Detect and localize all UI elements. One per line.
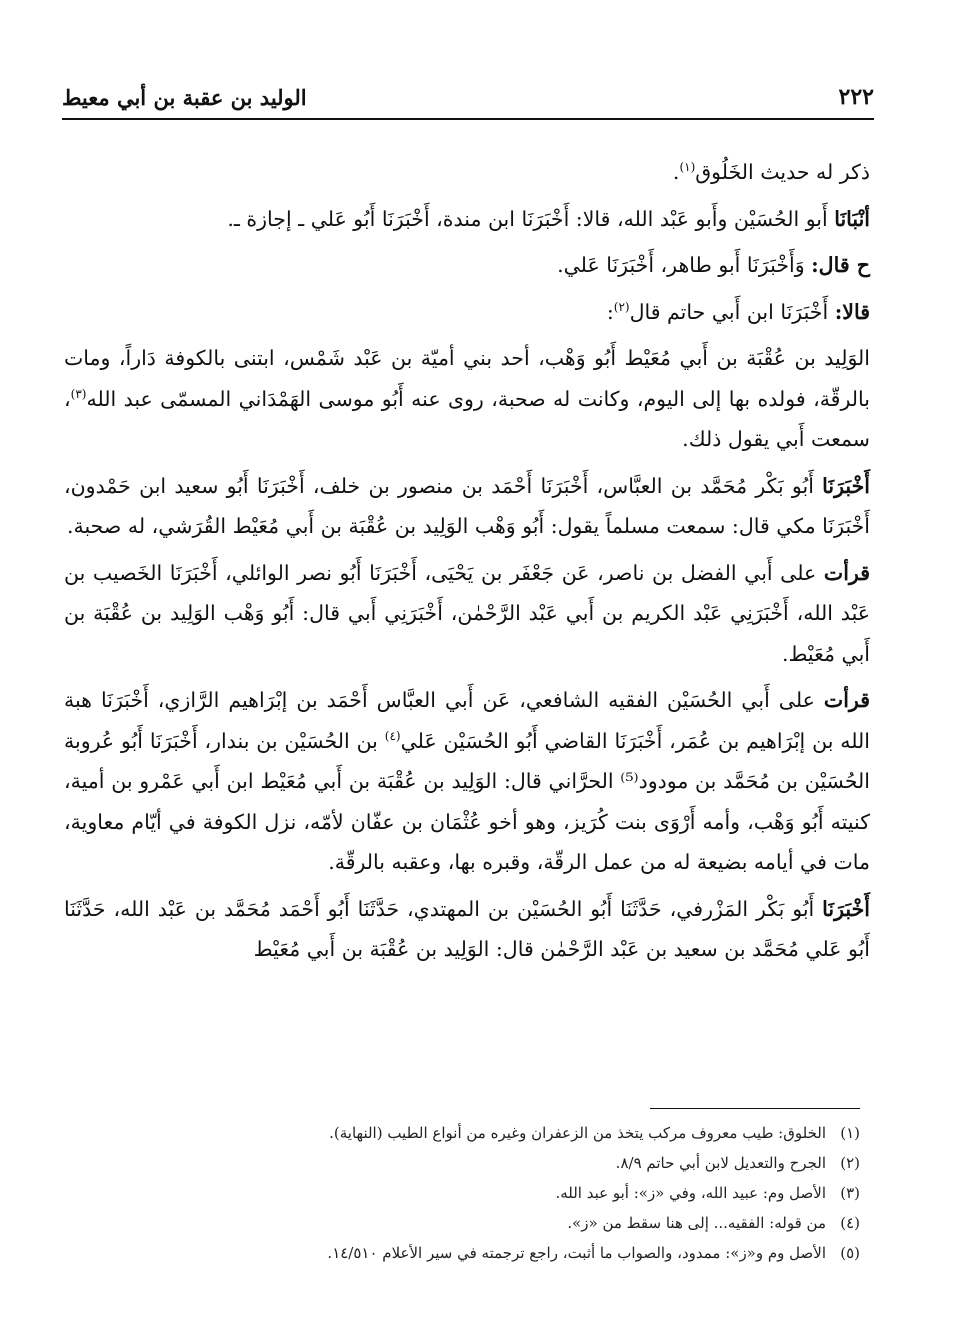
footnote-number: (٥)	[840, 1244, 860, 1262]
footnote-number: (٢)	[840, 1154, 860, 1172]
paragraph: أَخْبَرَنَا أَبُو بَكْر المَزْرفي، حَدَّثَنَا أَبُو الحُسَيْن بن المهتدي، حَدَّثَنَا أَبُو أَحْمَد مُحَمَّد بن عَبْد الله، حَدَّثَنَا أَبُو عَلي مُحَمَّد بن سعيد بن عَبْد الرَّحْمٰن قال: الوَلِيد بن عُقْبَة بن أَبي مُعَيْط	[64, 896, 870, 961]
footnote	[64, 1238, 860, 1268]
paragraph: قرأت على أَبي الفضل بن ناصر، عَن جَعْفَر بن يَحْيَى، أَخْبَرَنَا أَبُو نصر الوائلي، أَخْبَرَنَا الخَصيب بن عَبْد الله، أَخْبَرَنِي عَبْد الكريم بن أَبي عَبْد الرَّحْمٰن، أَخْبَرَنِي أَبي قال: أَبُو وَهْب الوَلِيد بن عُقْبَة بن أَبي مُعَيْط.	[64, 560, 870, 666]
main-text	[64, 152, 870, 976]
paragraph: ح قال: وَأَخْبَرَنَا أَبو طاهر، أَخْبَرَنَا عَلي.	[557, 253, 870, 277]
footnote-text: الأصل وم و«ز»: ممدود، والصواب ما أثبت، راجع ترجمته في سير الأعلام ١٤/٥١٠.	[327, 1244, 826, 1262]
footnote-ref: (٣)	[70, 386, 87, 401]
footnote	[64, 1208, 860, 1238]
page-header	[62, 76, 874, 110]
paragraph-lead: قالا:	[834, 299, 870, 324]
paragraph-lead: قرأت	[823, 688, 870, 712]
footnote-text: الأصل وم: عبيد الله، وفي «ز»: أبو عبد الله.	[555, 1184, 826, 1202]
footnote-text: الجرح والتعديل لابن أبي حاتم ٨/٩.	[615, 1154, 826, 1172]
footnote	[64, 1148, 860, 1178]
paragraph-lead: أنْبَانَا	[834, 206, 870, 231]
page-number: ٢٢٢	[838, 84, 874, 110]
paragraph: ذكر له حديث الخَلُوق$^{(١)}$.	[672, 160, 870, 184]
running-title: الوليد بن عقبة بن أبي معيط	[62, 85, 307, 110]
footnote-number: (٣)	[840, 1184, 860, 1202]
paragraph: أنْبَانَا أَبو الحُسَيْن وأَبو عَبْد الله، قالا: أَخْبَرَنَا ابن مندة، أَخْبَرَنَا أَبُو عَلي ـ إجازة ـ.	[227, 206, 870, 231]
paragraph-lead: أَخْبَرَنَا	[822, 473, 870, 498]
footnote-ref: (١)	[679, 160, 696, 175]
paragraph: الوَلِيد بن عُقْبَة بن أَبي مُعَيْط أَبُو وَهْب، أحد بني أميّة بن عَبْد شَمْس، ابتنى بالكوفة دَاراً، ومات بالرقّة، فولده بها إلى اليوم، وكانت له صحبة، روى عنه أَبُو موسى الهَمْدَاني المسمّى عبد الله$^{(٣)}$، سمعت أَبي يقول ذلك.	[64, 346, 870, 451]
footnotes	[64, 1118, 860, 1268]
footnote-ref: (٢)	[613, 299, 630, 314]
footnote-number: (١)	[840, 1124, 860, 1142]
paragraph-lead: قرأت	[823, 560, 870, 585]
paragraph: قرأت على أَبي الحُسَيْن الفقيه الشافعي، عَن أَبي العبَّاس أَحْمَد بن إبْرَاهيم الرَّازي، أَخْبَرَنَا هبة الله بن إبْرَاهيم بن عُمَر، أَخْبَرَنَا القاضي أَبُو الحُسَيْن عَلي$^{(٤)}$ بن الحُسَيْن بن بندار، أَخْبَرَنَا أَبُو عُروبة الحُسَيْن بن مُحَمَّد بن مودود⁽⁵⁾ الحرَّاني قال: الوَلِيد بن عُقْبَة بن أَبي مُعَيْط ابن أَبي عَمْرو بن أمية، كنيته أَبُو وَهْب، وأمه أَرْوَى بنت كُرَيز، وهو أخو عُثْمَان بن عفّان لأمّه، نزل الكوفة في أيّام معاوية، مات في أيامه بضيعة له من عمل الرقّة، وقبره بها، وعقبه بالرقّة.	[64, 688, 870, 874]
footnote-text: الخلوق: طيب معروف مركب يتخذ من الزعفران وغيره من أنواع الطيب (النهاية).	[329, 1124, 826, 1142]
footnote-number: (٤)	[840, 1214, 860, 1232]
footnote-ref: (٤)	[384, 728, 401, 743]
paragraph: أَخْبَرَنَا أَبُو بَكْر مُحَمَّد بن العبَّاس، أَخْبَرَنَا أَحْمَد بن منصور بن خلف، أَخْبَرَنَا أَبُو سعيد ابن حَمْدون، أَخْبَرَنَا مكي قال: سمعت مسلماً يقول: أَبُو وَهْب الوَلِيد بن عُقْبَة بن أَبي مُعَيْط القُرَشي، له صحبة.	[64, 473, 870, 538]
footnote-text: من قوله: الفقيه... إلى هنا سقط من «ز».	[567, 1214, 826, 1232]
footnote	[64, 1178, 860, 1208]
footnote	[64, 1118, 860, 1148]
header-rule	[62, 118, 874, 120]
paragraph: قالا: أَخْبَرَنَا ابن أَبي حاتم قال$^{(٢)}$:	[606, 299, 870, 324]
paragraph-lead: أَخْبَرَنَا	[822, 896, 870, 921]
footnote-rule	[650, 1108, 860, 1109]
paragraph-lead: ح قال:	[811, 253, 870, 277]
